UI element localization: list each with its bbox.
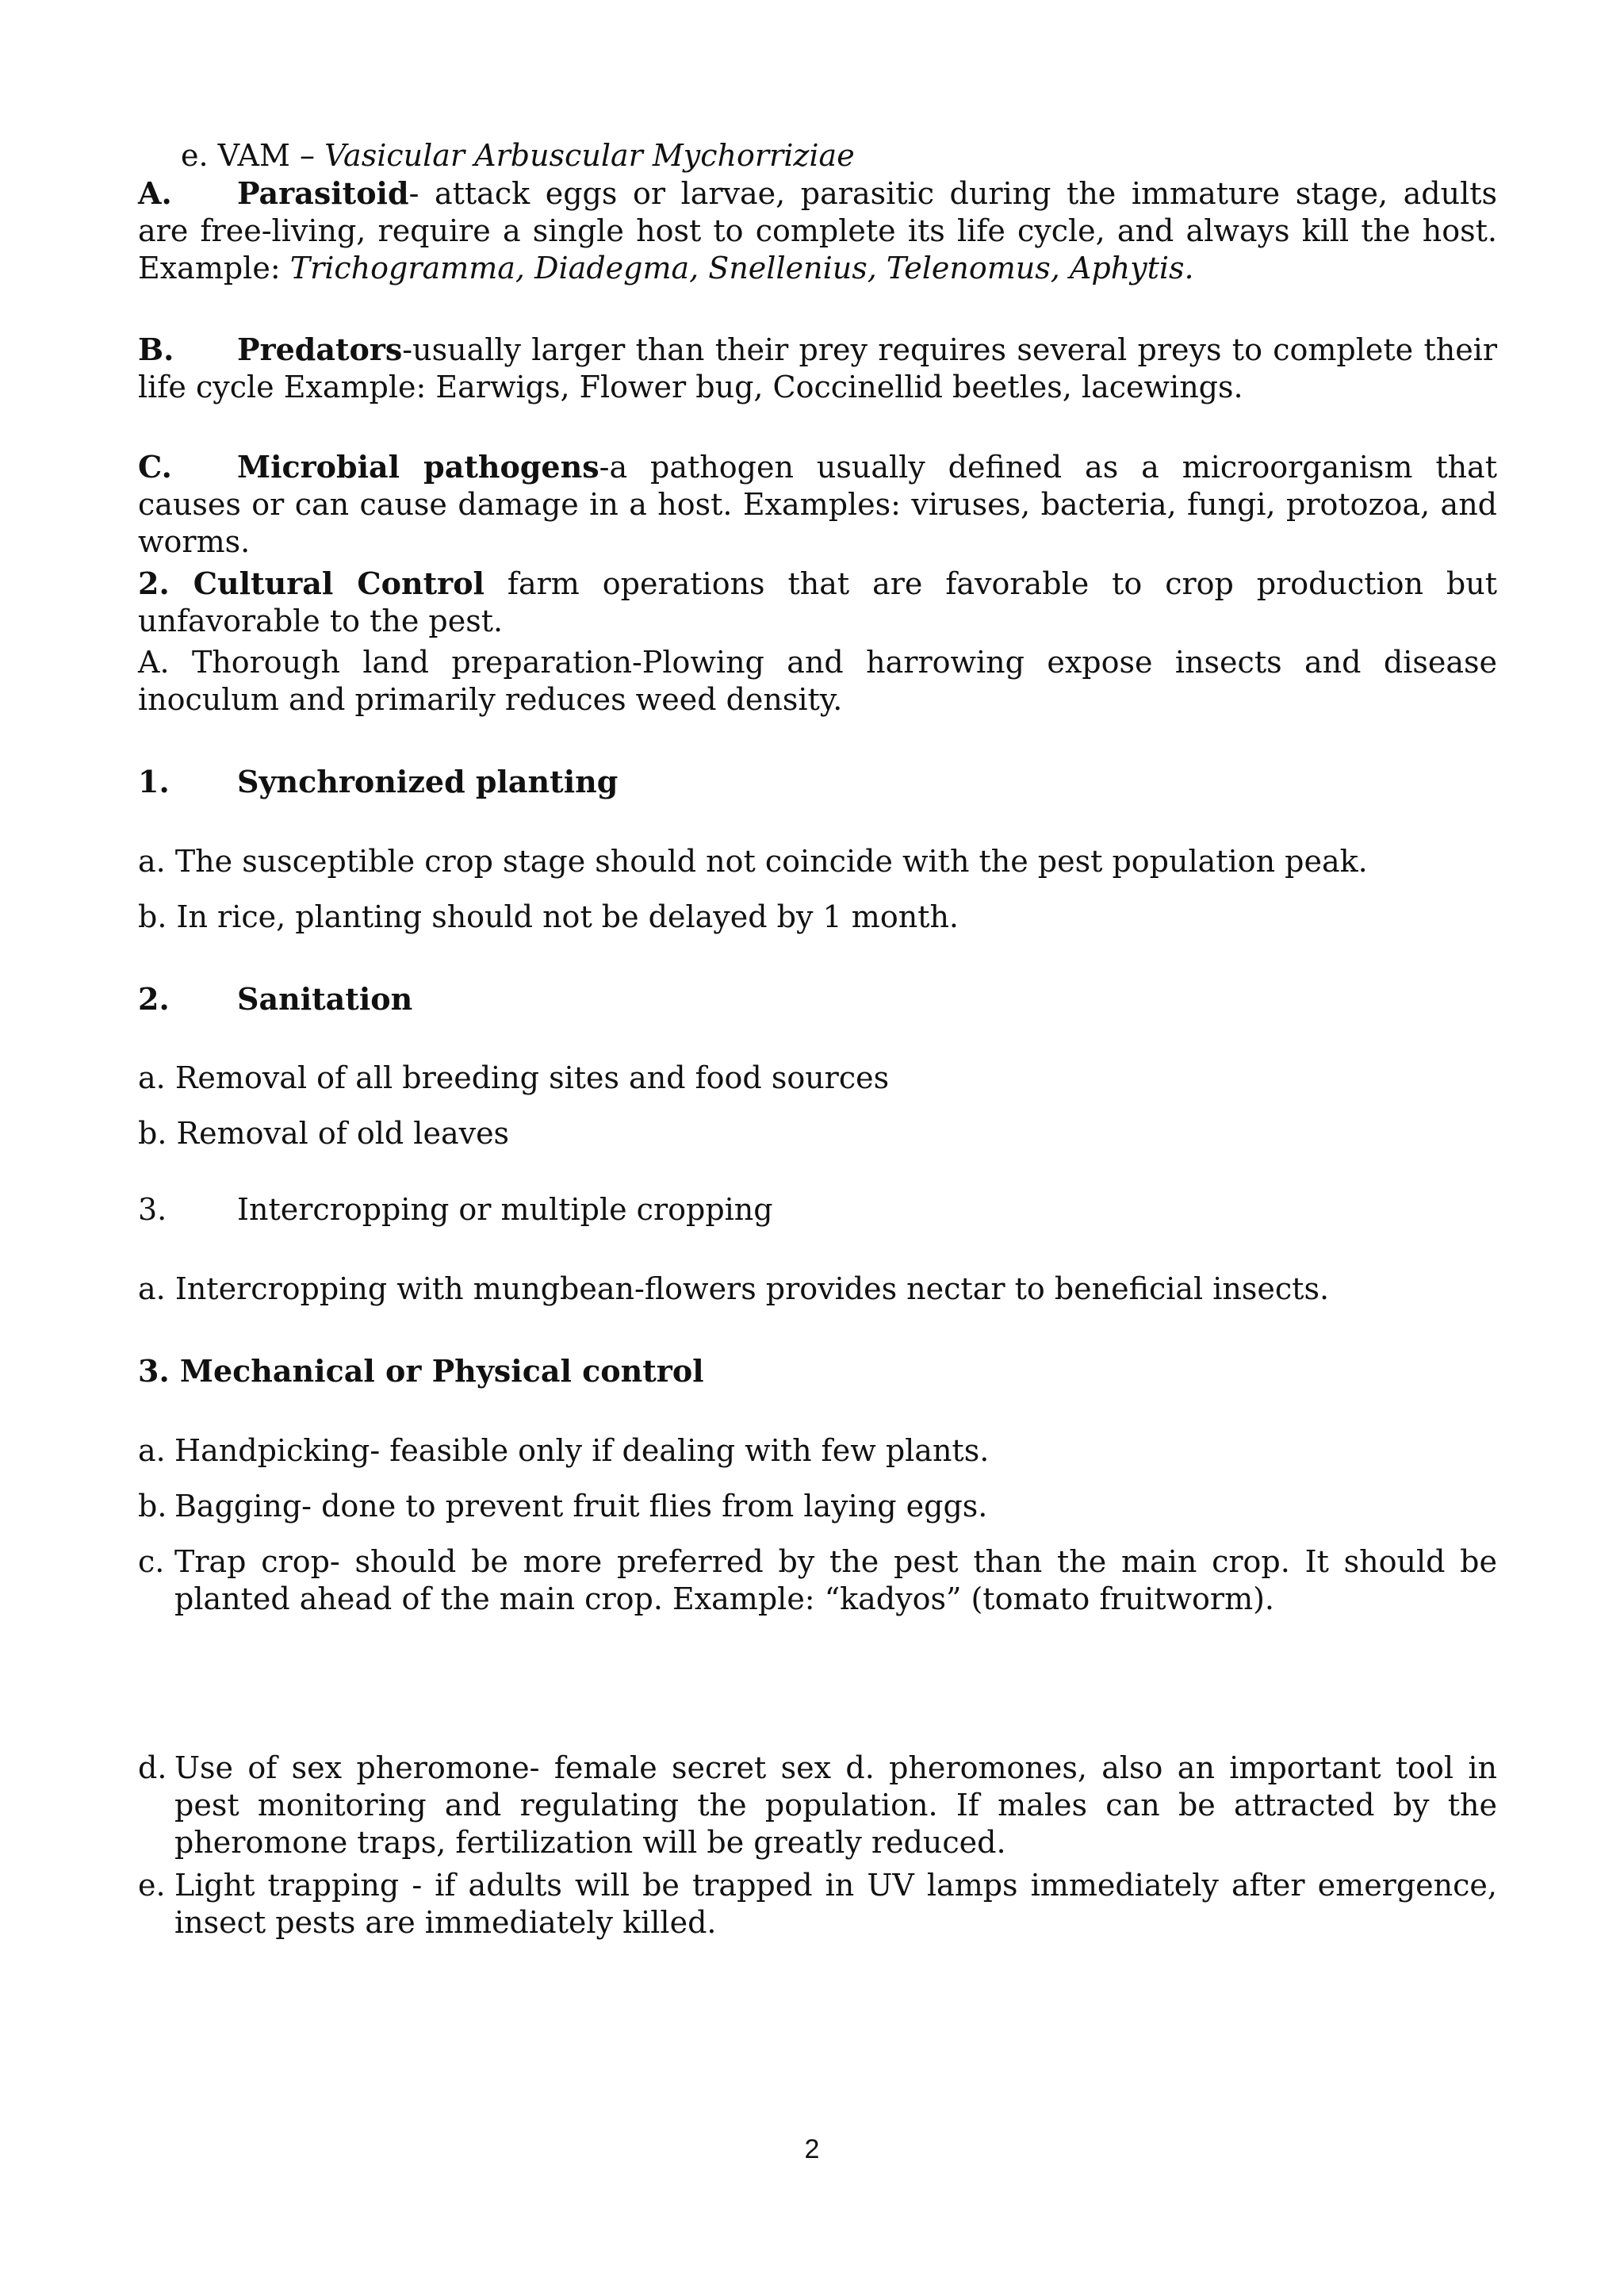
synchronized-title: Synchronized planting: [237, 764, 619, 799]
list-item: [138, 1432, 1497, 1470]
cultural-control-paragraph: [138, 565, 1497, 640]
intro-item-dash: –: [299, 138, 315, 173]
list-item: a. Intercropping with mungbean-flowers provides nectar to beneficial insects.: [138, 1271, 1330, 1306]
microbial-label: C.: [138, 449, 172, 485]
intercropping-heading: [138, 1191, 1497, 1228]
sanitation-title: Sanitation: [237, 981, 413, 1017]
parasitoid-title: Parasitoid: [237, 175, 409, 211]
list-item-marker: a.: [138, 1433, 166, 1468]
list-item-marker: b.: [138, 1489, 167, 1524]
intro-item-term: Vasicular Arbuscular Mychorriziae: [324, 138, 855, 173]
land-preparation-paragraph: A. Thorough land preparation-Plowing and harrowing expose insects and disease inoculum and primarily reduces weed density.: [138, 645, 1497, 717]
synchronized-heading: [138, 763, 1497, 801]
parasitoid-body: - attack eggs or larvae, parasitic during the immature stage, adults are free-living, require a single host to complete its life cycle, and always kill the host. Example:: [138, 176, 1497, 286]
intercropping-number: 3.: [138, 1192, 167, 1227]
sanitation-heading: [138, 980, 1497, 1018]
predators-paragraph: [138, 331, 1497, 406]
parasitoid-label: A.: [138, 175, 172, 211]
intro-item: [181, 137, 855, 174]
list-item: [138, 1488, 1497, 1525]
page-number: 2: [804, 2134, 820, 2164]
list-item-text: Bagging- done to prevent fruit flies from laying eggs.: [174, 1489, 988, 1524]
synchronized-number: 1.: [138, 764, 170, 799]
list-item-text: Light trapping - if adults will be trapped in UV lamps immediately after emergence, insect pests are immediately killed.: [174, 1868, 1497, 1940]
list-item-text: Use of sex pheromone- female secret sex d. pheromones, also an important tool in pest monitoring and regulating the population. If males can be attracted by the pheromone traps, fertilization will be greatly reduced.: [174, 1750, 1497, 1860]
intercropping-title: Intercropping or multiple cropping: [237, 1192, 773, 1227]
microbial-body: -a pathogen usually defined as a microorganism that causes or can cause damage in a host. Examples: viruses, bacteria, fungi, protozoa, and worms.: [138, 450, 1497, 559]
list-item: [138, 1543, 1497, 1618]
list-item-text: Handpicking- feasible only if dealing with few plants.: [174, 1433, 990, 1468]
list-item: [138, 1750, 1497, 1861]
list-item: a. The susceptible crop stage should not coincide with the pest population peak.: [138, 844, 1368, 879]
list-item-marker: d.: [138, 1750, 167, 1785]
parasitoid-paragraph: [138, 174, 1497, 287]
list-item: a. Removal of all breeding sites and food sources: [138, 1060, 890, 1095]
microbial-paragraph: [138, 448, 1497, 561]
list-item: [138, 1867, 1497, 1941]
list-item-text: Trap crop- should be more preferred by the pest than the main crop. It should be planted ahead of the main crop. Example: “kadyos” (tomato fruitworm).: [174, 1544, 1497, 1616]
list-item-marker: e.: [138, 1868, 166, 1903]
cultural-control-title: 2. Cultural Control: [138, 565, 485, 601]
list-item: b. Removal of old leaves: [138, 1116, 510, 1151]
list-item: b. In rice, planting should not be delayed by 1 month.: [138, 899, 959, 934]
mechanical-title: 3. Mechanical or Physical control: [138, 1353, 704, 1389]
sanitation-number: 2.: [138, 981, 170, 1017]
mechanical-heading: [138, 1352, 1497, 1390]
parasitoid-examples: Trichogramma, Diadegma, Snellenius, Telenomus, Aphytis.: [289, 251, 1194, 286]
predators-body: -usually larger than their prey requires several preys to complete their life cycle Example: Earwigs, Flower bug, Coccinellid beetles, lacewings.: [138, 332, 1497, 404]
microbial-title: Microbial pathogens: [237, 449, 599, 485]
intro-item-abbr: VAM: [217, 138, 290, 173]
predators-label: B.: [138, 332, 174, 367]
list-item-marker: c.: [138, 1544, 165, 1579]
cultural-control-body: farm operations that are favorable to crop production but unfavorable to the pest.: [138, 566, 1497, 638]
predators-title: Predators: [237, 332, 403, 367]
intro-item-marker: e.: [181, 138, 209, 173]
